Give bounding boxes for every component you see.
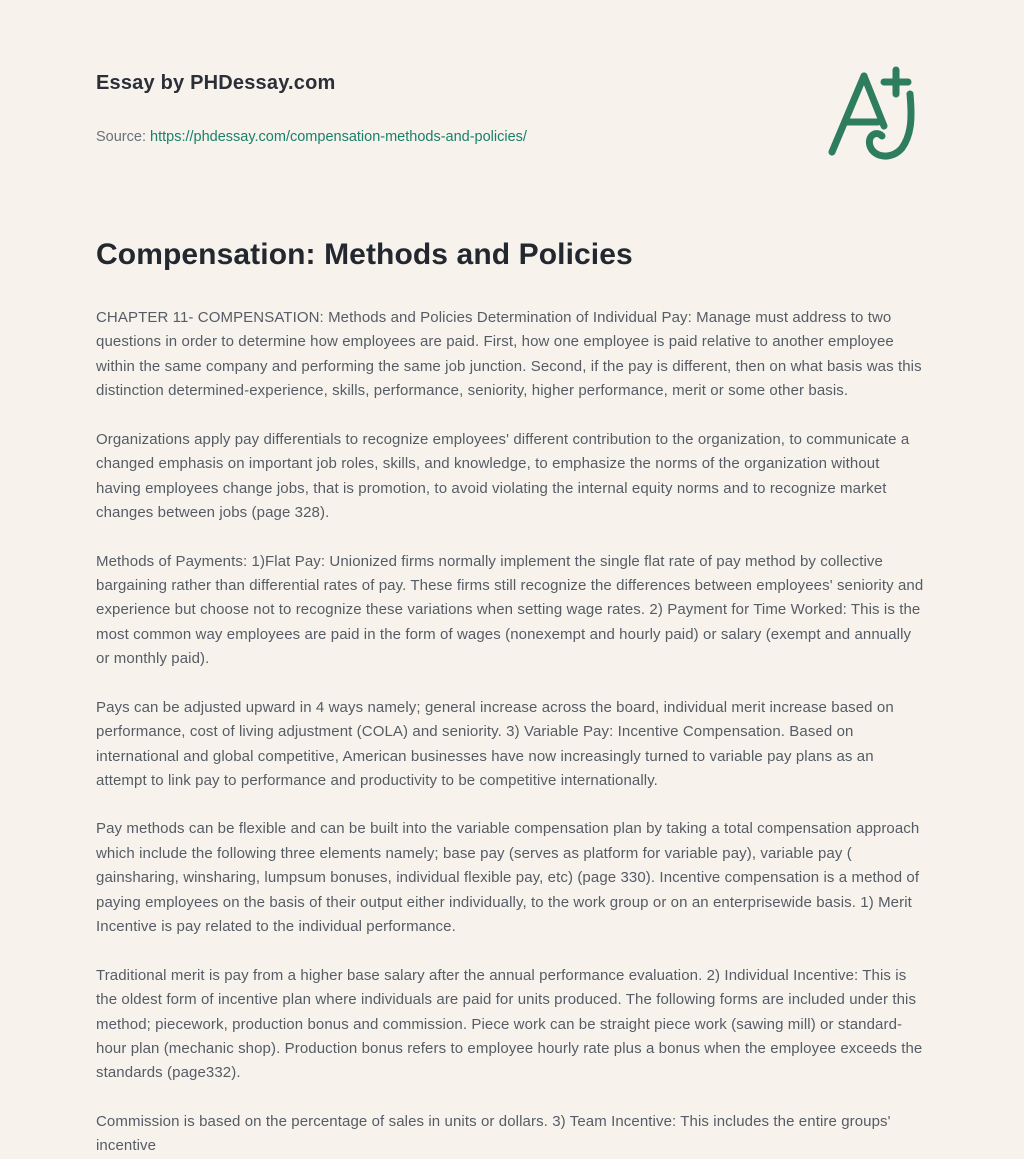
paragraph: Pay methods can be flexible and can be built into the variable compensation plan by taking a total compensation approach which include the following three elements namely; base pay (serves as platform for variable pay), variable pay ( gainsharing, winsharing, lumpsum bonuses, individual flexible pay, etc) (page 330). Incentive compensation is a method of paying employees on the basis of their output either individually, to the work group or on an enterprisewide basis. 1) Merit Incentive is pay related to the individual performance. bbox=[96, 820, 920, 936]
article-title: Compensation: Methods and Policies bbox=[96, 238, 633, 271]
paragraph: Traditional merit is pay from a higher base salary after the annual performance evaluation. 2) Individual Incentive: This is the oldest form of incentive plan where individuals are paid for units produced. The following forms are included under this method; piecework, production bonus and commission. Piece work can be straight piece work (sawing mill) or standard-hour plan (mechanic shop). Production bonus refers to employee hourly rate plus a bonus when the employee exceeds the standards (page332). bbox=[96, 966, 923, 1082]
paragraph: CHAPTER 11- COMPENSATION: Methods and Policies Determination of Individual Pay: Manage must address to two questions in order to determine how employees are paid. First, how one employee is paid relative to another employee within the same company and performing the same job junction. Second, if the pay is different, then on what basis was this distinction determined-experience, skills, performance, seniority, higher performance, merit or some other basis. bbox=[96, 309, 922, 400]
source-line bbox=[96, 129, 527, 145]
phdessay-logo-icon bbox=[822, 64, 932, 164]
header-text-block bbox=[96, 72, 527, 145]
page-header bbox=[96, 72, 928, 164]
paragraph: Pays can be adjusted upward in 4 ways namely; general increase across the board, individual merit increase based on performance, cost of living adjustment (COLA) and seniority. 3) Variable Pay: Incentive Compensation. Based on international and global competitive, American businesses have now increasingly turned to variable pay plans as an attempt to link pay to performance and productivity to be competitive internationally. bbox=[96, 698, 894, 789]
paragraph: Commission is based on the percentage of sales in units or dollars. 3) Team Incentive: This includes the entire groups' incentive bbox=[96, 1112, 891, 1155]
article-body bbox=[96, 306, 928, 1159]
paragraph: Methods of Payments: 1)Flat Pay: Unionized firms normally implement the single flat rate of pay method by collective bargaining rather than differential rates of pay. These firms still recognize the differences between employees' seniority and experience but choose not to recognize these variations when setting wage rates. 2) Payment for Time Worked: This is the most common way employees are paid in the form of wages (nonexempt and hourly paid) or salary (exempt and annually or monthly paid). bbox=[96, 552, 924, 668]
paragraph: Organizations apply pay differentials to recognize employees' different contribution to the organization, to communicate a changed emphasis on important job roles, skills, and knowledge, to emphasize the norms of the organization without having employees change jobs, that is promotion, to avoid violating the internal equity norms and to recognize market changes between jobs (page 328). bbox=[96, 430, 910, 522]
source-url-link[interactable]: https://phdessay.com/compensation-methods-and-policies/ bbox=[150, 129, 527, 145]
byline: Essay by PHDessay.com bbox=[96, 72, 336, 94]
source-label: Source: bbox=[96, 129, 146, 145]
